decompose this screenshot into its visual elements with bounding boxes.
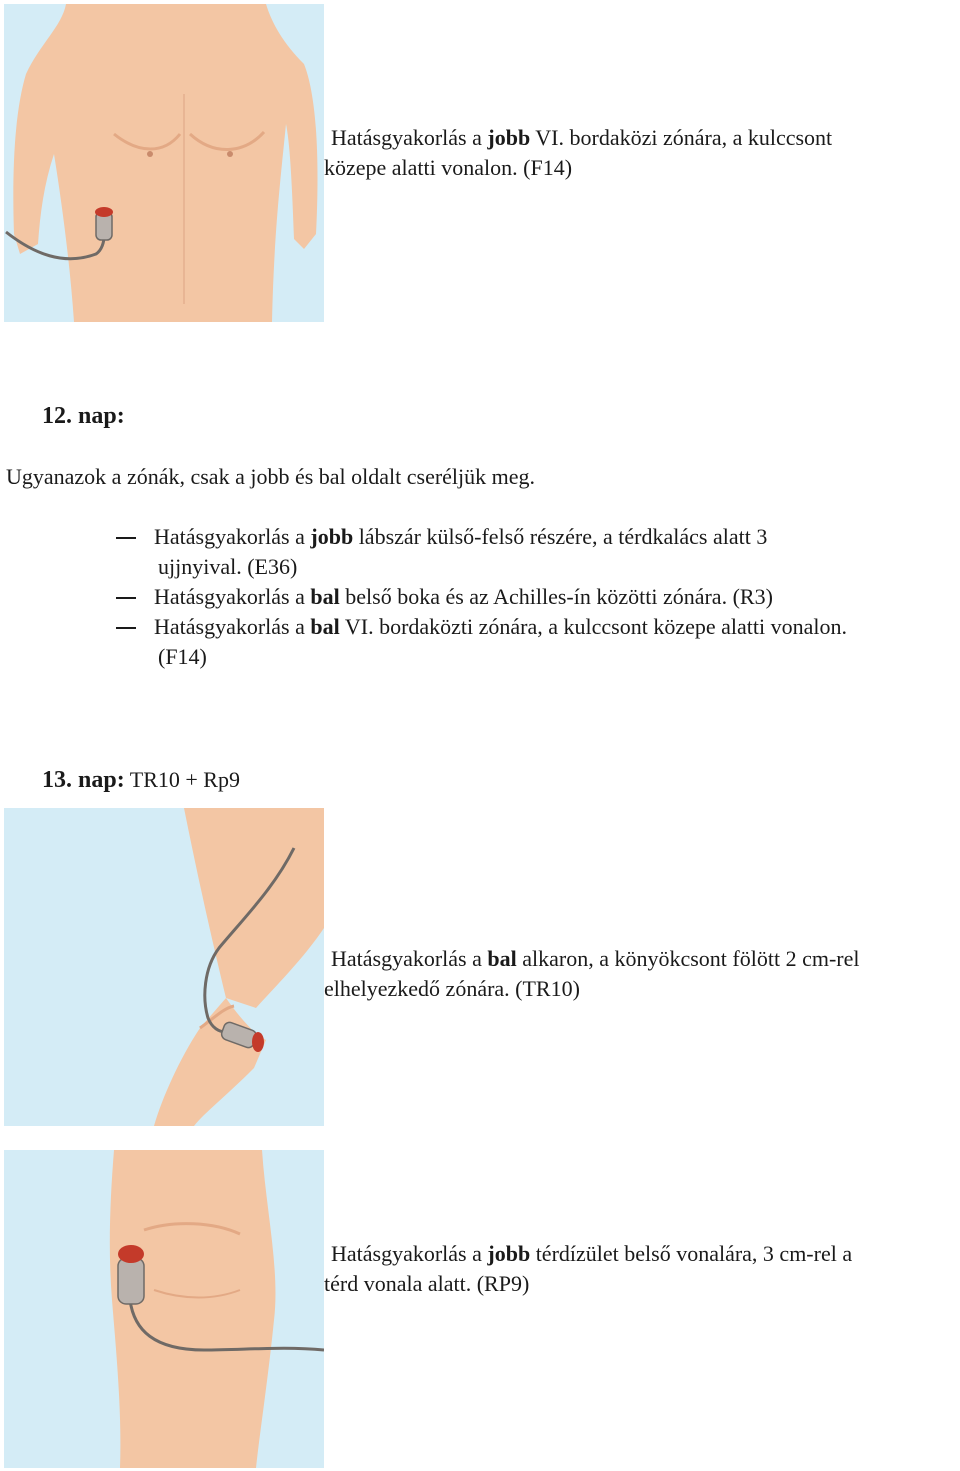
caption-line-1 — [324, 123, 954, 153]
list-item — [116, 522, 936, 582]
caption-line-2: elhelyezkedő zónára. (TR10) — [324, 976, 580, 1001]
item-emphasis: jobb — [310, 524, 354, 549]
item-emphasis: bal — [310, 584, 340, 609]
caption-emphasis: jobb — [487, 1241, 531, 1266]
caption-emphasis: jobb — [487, 125, 531, 150]
day-12-intro: Ugyanazok a zónák, csak a jobb és bal oldalt cseréljük meg. — [6, 464, 536, 489]
caption-text: Hatásgyakorlás a — [331, 1241, 488, 1266]
forearm-illustration — [4, 808, 324, 1126]
item-continuation: (F14) — [158, 644, 207, 669]
caption-line-2: térd vonala alatt. (RP9) — [324, 1271, 530, 1296]
heading-subtitle: TR10 + Rp9 — [124, 767, 240, 792]
caption-line-1 — [324, 1239, 954, 1269]
caption-line-2: közepe alatti vonalon. (F14) — [324, 155, 573, 180]
day-12-heading — [42, 401, 125, 431]
item-continuation: ujjnyival. (E36) — [158, 554, 298, 579]
item-text: VI. bordaközti zónára, a kulccsont közepe alatti vonalon. — [339, 614, 847, 639]
figure-1-caption — [324, 123, 954, 183]
caption-text: Hatásgyakorlás a — [331, 946, 488, 971]
caption-emphasis: bal — [487, 946, 517, 971]
item-text: Hatásgyakorlás a — [154, 524, 311, 549]
day-12-bullet-list — [116, 522, 936, 672]
torso-illustration — [4, 4, 324, 322]
item-emphasis: bal — [310, 614, 340, 639]
caption-text: Hatásgyakorlás a — [331, 125, 488, 150]
caption-text: alkaron, a könyökcsont fölött 2 cm-rel — [516, 946, 860, 971]
caption-text: térdízület belső vonalára, 3 cm-rel a — [530, 1241, 853, 1266]
item-text: belső boka és az Achilles-ín közötti zónára. (R3) — [339, 584, 773, 609]
item-text: Hatásgyakorlás a — [154, 614, 311, 639]
caption-line-1 — [324, 944, 954, 974]
heading-text: 12. nap: — [42, 403, 125, 429]
day-13-heading — [42, 765, 240, 795]
knee-illustration — [4, 1150, 324, 1468]
item-text: lábszár külső-felső részére, a térdkalács alatt 3 — [353, 524, 768, 549]
item-text: Hatásgyakorlás a — [154, 584, 311, 609]
heading-text: 13. nap: — [42, 767, 125, 793]
list-item — [116, 582, 936, 612]
list-item — [116, 612, 936, 672]
figure-3-caption — [324, 1239, 954, 1299]
figure-2-caption — [324, 944, 954, 1004]
caption-text: VI. bordaközi zónára, a kulccsont — [530, 125, 833, 150]
